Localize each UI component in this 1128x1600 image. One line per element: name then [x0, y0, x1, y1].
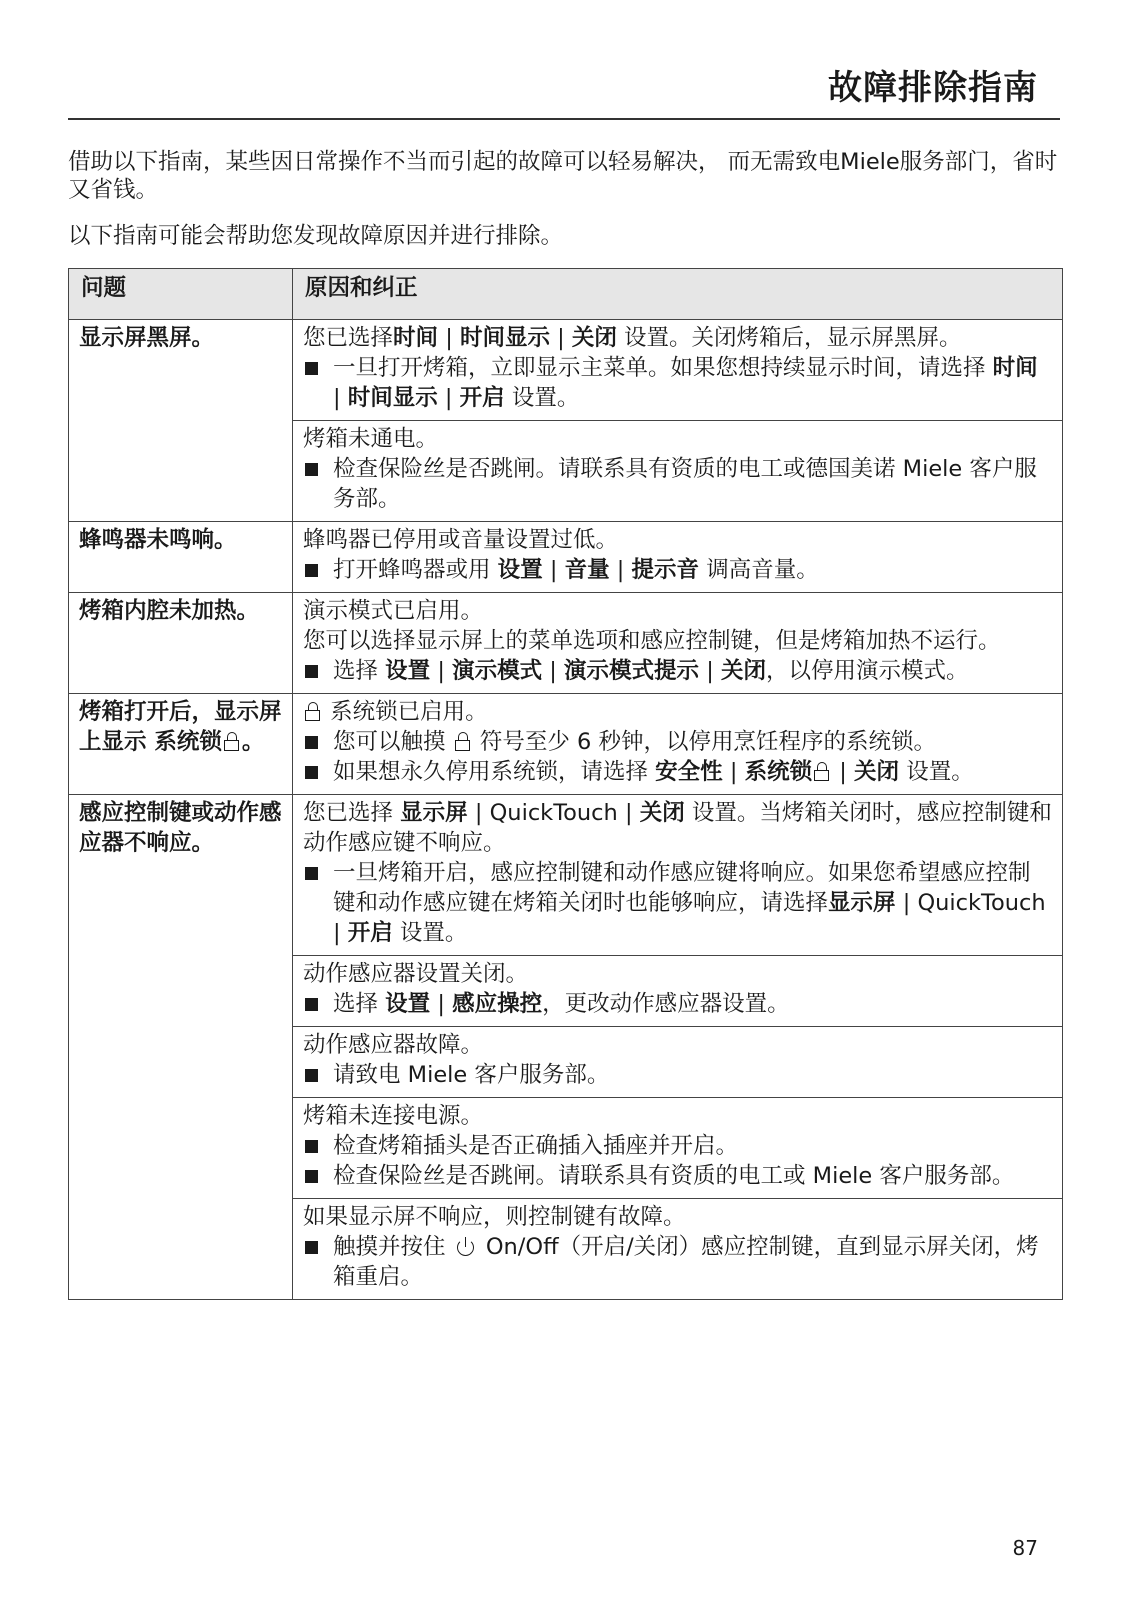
- text: 您已选择: [303, 325, 394, 351]
- lock-icon: [455, 732, 471, 752]
- intro-paragraph-2: 以下指南可能会帮助您发现故障原因并进行排除。: [68, 223, 564, 249]
- menu-term: 设置: [385, 991, 431, 1017]
- menu-term: 时间: [393, 325, 439, 351]
- separator: |: [474, 800, 483, 826]
- cause-cell: [293, 593, 1063, 694]
- step-item: [303, 989, 1052, 1019]
- page-number: 87: [1012, 1536, 1038, 1560]
- menu-term: 关闭: [854, 759, 900, 785]
- cause-text: [303, 697, 1052, 727]
- menu-term: 系统锁: [744, 759, 813, 785]
- header-problem: 问题: [69, 269, 293, 320]
- text: 系统锁已启用。: [330, 699, 488, 725]
- header-cause: 原因和纠正: [293, 269, 1063, 320]
- cause-text: 蜂鸣器已停用或音量设置过低。: [303, 527, 619, 553]
- step-list: [303, 1060, 1052, 1090]
- step-item: [303, 757, 1052, 787]
- text: 一旦打开烤箱，立即显示主菜单。如果您想持续显示时间，请选择: [333, 355, 986, 381]
- separator: |: [437, 991, 445, 1017]
- step-item: [303, 656, 1052, 686]
- separator: |: [616, 557, 625, 583]
- menu-term: 演示模式: [452, 658, 543, 684]
- title-divider: [68, 118, 1060, 120]
- menu-term: 开启: [347, 920, 393, 946]
- menu-term: 时间: [992, 355, 1038, 381]
- lock-icon: [305, 702, 321, 722]
- menu-term: 设置: [385, 658, 431, 684]
- text: 烤箱打开后，显示屏上显示: [79, 699, 282, 755]
- power-icon: [456, 1237, 476, 1257]
- step-list: [303, 454, 1052, 514]
- text: 选择: [333, 658, 379, 684]
- menu-term: 关闭: [571, 325, 617, 351]
- text: 您可以触摸: [333, 729, 446, 755]
- problem-cell: 蜂鸣器未鸣响。: [69, 522, 293, 593]
- cause-text: 您可以选择显示屏上的菜单选项和感应控制键，但是烤箱加热不运行。: [303, 628, 1001, 654]
- text: 系统锁: [154, 729, 222, 755]
- cause-text: [303, 323, 1052, 353]
- menu-term: 时间显示: [347, 385, 438, 411]
- step-list: [303, 858, 1052, 948]
- step-item: 请致电 Miele 客户服务部。: [303, 1060, 1052, 1090]
- troubleshooting-table: [68, 268, 1063, 1300]
- menu-term: QuickTouch: [917, 890, 1046, 916]
- text: 打开蜂鸣器或用: [333, 557, 491, 583]
- text: 设置。关闭烤箱后，显示屏黑屏。: [624, 325, 962, 351]
- text: 设置。: [906, 759, 974, 785]
- step-item: 检查保险丝是否跳闸。请联系具有资质的电工或 Miele 客户服务部。: [303, 1161, 1052, 1191]
- cause-cell: [293, 1098, 1063, 1199]
- cause-cell: [293, 1199, 1063, 1300]
- table-row: [69, 694, 1063, 795]
- text: 。: [241, 729, 265, 755]
- step-list: [303, 1131, 1052, 1191]
- step-item: [303, 1232, 1052, 1292]
- step-list: [303, 1232, 1052, 1292]
- separator: |: [839, 759, 847, 785]
- text: 调高音量。: [706, 557, 819, 583]
- separator: |: [445, 325, 453, 351]
- separator: |: [902, 890, 911, 916]
- separator: |: [437, 658, 445, 684]
- cause-cell: [293, 421, 1063, 522]
- menu-term: 音量: [564, 557, 610, 583]
- cause-text: 动作感应器故障。: [303, 1032, 484, 1058]
- menu-term: 设置: [497, 557, 543, 583]
- cause-text: 演示模式已启用。: [303, 598, 484, 624]
- text: 设置。: [511, 385, 580, 411]
- cause-cell: [293, 522, 1063, 593]
- table-header-row: [69, 269, 1063, 320]
- table-row: [69, 795, 1063, 956]
- table-row: [69, 320, 1063, 421]
- step-item: [303, 555, 1052, 585]
- cause-cell: [293, 795, 1063, 956]
- problem-cell: 显示屏黑屏。: [69, 320, 293, 522]
- text: 设置。: [399, 920, 468, 946]
- menu-term: 显示屏: [828, 890, 896, 916]
- menu-term: 演示模式提示: [564, 658, 700, 684]
- step-item: [303, 727, 1052, 757]
- separator: |: [333, 385, 341, 411]
- cause-text: [303, 798, 1052, 858]
- intro-paragraph: 借助以下指南，某些因日常操作不当而引起的故障可以轻易解决， 而无需致电Miele服务部门，省时又省钱。: [68, 149, 1058, 203]
- text: ，更改动作感应器设置。: [542, 991, 790, 1017]
- separator: |: [706, 658, 714, 684]
- separator: |: [624, 800, 633, 826]
- cause-cell: [293, 1027, 1063, 1098]
- text: 符号至少 6 秒钟，以停用烹饪程序的系统锁。: [479, 729, 936, 755]
- menu-term: 显示屏: [400, 800, 468, 826]
- text: 您已选择: [303, 800, 394, 826]
- text: 如果想永久停用系统锁，请选择: [333, 759, 649, 785]
- cause-text: 烤箱未通电。: [303, 426, 439, 452]
- menu-term: 安全性: [655, 759, 723, 785]
- text: 选择: [333, 991, 379, 1017]
- separator: |: [333, 920, 341, 946]
- step-item: [303, 858, 1052, 948]
- cause-cell: [293, 956, 1063, 1027]
- menu-term: 时间显示: [459, 325, 550, 351]
- table-row: [69, 522, 1063, 593]
- separator: |: [557, 325, 565, 351]
- step-item: 检查保险丝是否跳闸。请联系具有资质的电工或德国美诺 Miele 客户服务部。: [303, 454, 1052, 514]
- text: On/Off（开启/关闭）感应控制键，直到显示屏关闭，烤箱重启。: [333, 1234, 1039, 1290]
- lock-icon: [814, 762, 830, 782]
- step-list: [303, 989, 1052, 1019]
- step-list: [303, 727, 1052, 787]
- separator: |: [549, 557, 558, 583]
- table-row: [69, 593, 1063, 694]
- menu-term: 提示音: [631, 557, 700, 583]
- menu-term: 感应操控: [452, 991, 543, 1017]
- step-list: [303, 656, 1052, 686]
- cause-text: 动作感应器设置关闭。: [303, 961, 529, 987]
- cause-text: 烤箱未连接电源。: [303, 1103, 484, 1129]
- page-title: 故障排除指南: [828, 68, 1038, 108]
- problem-cell: [69, 694, 293, 795]
- step-item: 检查烤箱插头是否正确插入插座并开启。: [303, 1131, 1052, 1161]
- text: 设置。当烤箱关闭时，感应控制键和动作感应键不响应。: [303, 800, 1052, 856]
- problem-cell: 烤箱内腔未加热。: [69, 593, 293, 694]
- menu-term: 关闭: [720, 658, 766, 684]
- step-item: [303, 353, 1052, 413]
- menu-term: QuickTouch: [489, 800, 618, 826]
- separator: |: [444, 385, 453, 411]
- step-list: [303, 555, 1052, 585]
- text: 一旦烤箱开启，感应控制键和动作感应键将响应。如果您希望感应控制键和动作感应键在烤箱关闭时也能够响应，请选择: [333, 860, 1031, 916]
- separator: |: [729, 759, 738, 785]
- step-list: [303, 353, 1052, 413]
- cause-cell: [293, 694, 1063, 795]
- text: 触摸并按住: [333, 1234, 446, 1260]
- menu-term: 开启: [459, 385, 505, 411]
- text: ，以停用演示模式。: [765, 658, 969, 684]
- lock-icon: [224, 732, 240, 752]
- problem-cell: 感应控制键或动作感应器不响应。: [69, 795, 293, 1300]
- cause-text: 如果显示屏不响应，则控制键有故障。: [303, 1204, 686, 1230]
- cause-cell: [293, 320, 1063, 421]
- separator: |: [549, 658, 557, 684]
- menu-term: 关闭: [639, 800, 685, 826]
